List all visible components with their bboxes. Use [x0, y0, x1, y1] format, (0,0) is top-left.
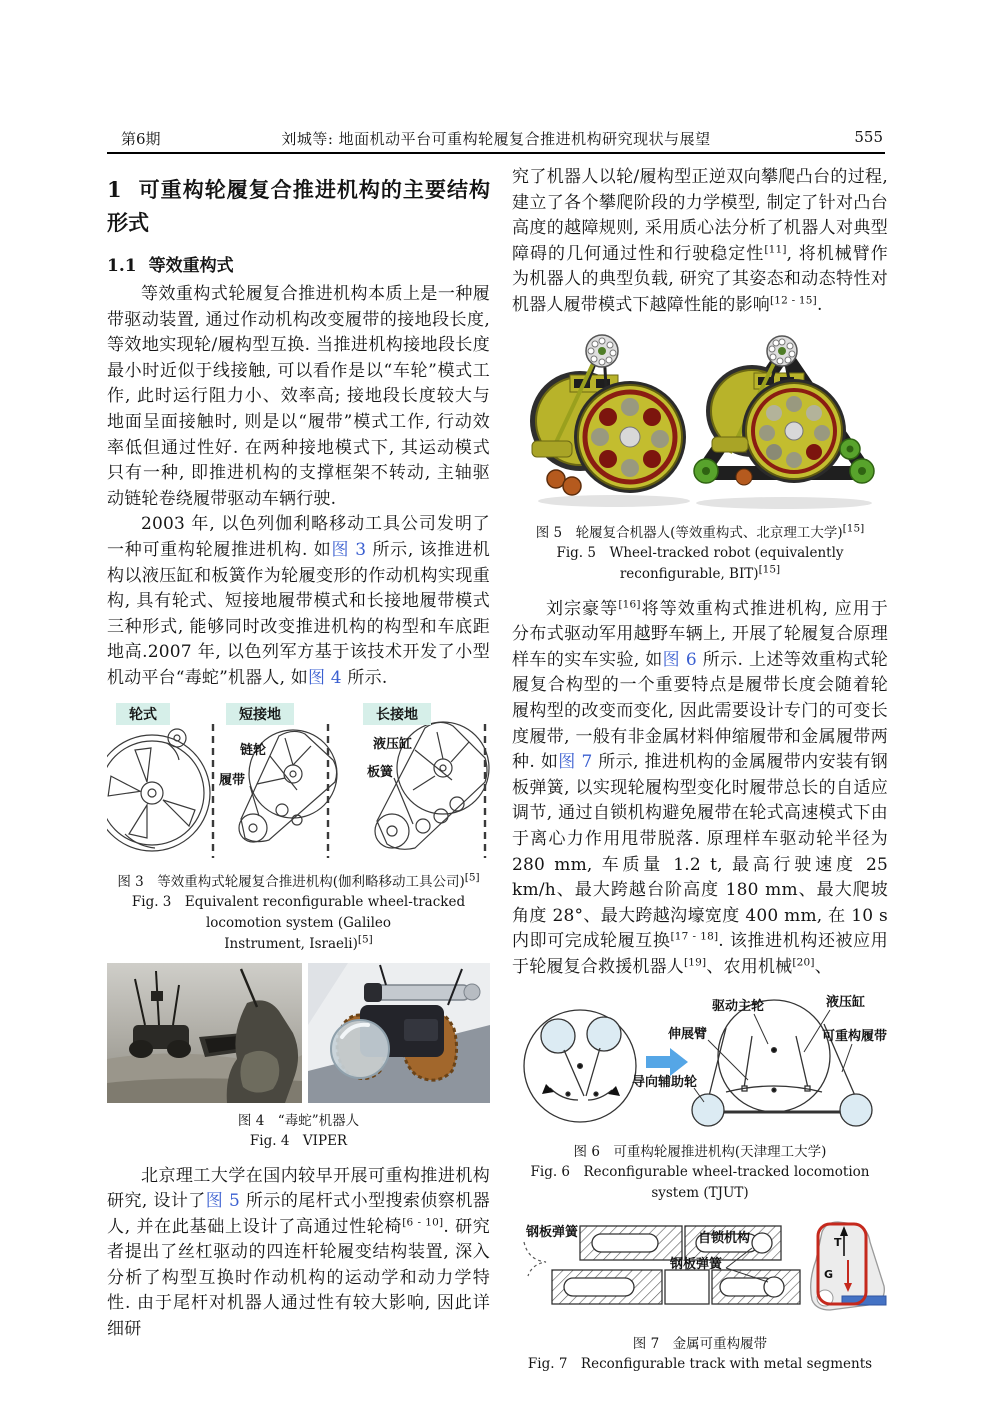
- figure-7-caption-en: [512, 1354, 888, 1375]
- paragraph-text: 、: [814, 956, 832, 977]
- paragraph-text: 究了机器人以轮/履构型正逆双向攀爬凸台的过程, 建立了各个攀爬阶段的力学模型, 制定了针对凸台高度的越障规则, 采用质心法分析了机器人对典型障碍的几何通过性和行驶稳定性: [512, 167, 888, 264]
- paragraph-text: 2003 年, 以色列伽利略移动工具公司发明了一种可重构轮履推进机构. 如: [107, 514, 490, 560]
- paragraph-text: 等效重构式轮履复合推进机构本质上是一种履带驱动装置, 通过作动机构改变履带的接地段长度, 等效地实现轮/履构型互换. 当推进机构接地段长度最小时近似于线接触, 可以看作是以“车轮”模式工作, 此时运行阻力小、效率高; 接地段长度较大与地面呈面接触时, 则是以“履带”模式工作, 行动效率低但通过性好. 在两种接地模式下, 其运动模式只有一种, 即推进机构的支撑框架不转动, 主轴驱动链轮卷绕履带驱动车辆行驶.: [107, 284, 490, 509]
- subsection-title: 等效重构式: [148, 256, 234, 276]
- annotation-hydraulic-cylinder: 液压缸: [826, 995, 866, 1011]
- paragraph-text: .: [816, 294, 823, 315]
- annotation-self-locking: 自锁机构: [697, 1231, 750, 1247]
- caption-text: 图 6 可重构轮履推进机构(天津理工大学): [573, 1144, 827, 1161]
- figure-5-caption-en: [512, 543, 888, 585]
- annotation-leaf-spring: 板簧: [367, 764, 394, 780]
- caption-text: Instrument, Israeli): [224, 935, 358, 952]
- figure-6-diagram: [512, 992, 888, 1134]
- paragraph: [512, 597, 888, 981]
- citation-15: [15]: [758, 563, 781, 576]
- header-rule: [107, 152, 885, 154]
- figure-7: [512, 1212, 888, 1375]
- figure-6: [512, 992, 888, 1204]
- caption-text: 图 4 “毒蛇”机器人: [237, 1112, 360, 1129]
- figure-5-render: [512, 329, 888, 515]
- citation-12-15: [12 - 15]: [770, 294, 817, 307]
- paragraph-text: 、农用机械: [706, 956, 793, 977]
- citation-5: [5]: [357, 933, 373, 945]
- figure-7-reference[interactable]: 图 7: [558, 752, 593, 773]
- figure-4-caption-zh: [107, 1111, 490, 1131]
- viper-field-photo: [107, 963, 302, 1103]
- annotation-drive-main-wheel: 驱动主轮: [712, 999, 765, 1015]
- figure-5-caption-zh: [512, 523, 888, 543]
- subsection-heading: [107, 251, 490, 276]
- citation-20: [20]: [792, 956, 815, 969]
- paragraph-text: , 将机械臂作为机器人的典型负载, 研究了其姿态和动态特性对机器人履带模式下越障性能的影响: [512, 243, 888, 315]
- figure-4-caption-en: [107, 1131, 490, 1152]
- caption-text: Fig. 6 Reconfigurable wheel-tracked locomotion system (TJUT): [530, 1164, 870, 1202]
- annotation-guide-aux-wheel: 导向辅助轮: [632, 1075, 698, 1091]
- caption-text: Fig. 3 Equivalent reconfigurable wheel-tracked locomotion system (Galileo: [131, 893, 466, 931]
- section-number: 1: [107, 177, 122, 202]
- paragraph-text: 将等效重构式推进机构, 应用于分布式驱动军用越野车辆上, 开展了轮履复合原理样车的实车实验, 如: [512, 598, 888, 670]
- paragraph-text: 所示. 上述等效重构式轮履复合构型的一个重要特点是履带长度会随着轮履构型的改变而变化, 因此需要设计专门的可变长度履带, 一般有非金属材料伸缩履带和金属履带两种. 如: [512, 649, 888, 773]
- citation-19: [19]: [684, 956, 707, 969]
- figure-5-reference[interactable]: 图 5: [205, 1191, 241, 1212]
- panel-label-short-contact: 短接地: [239, 706, 281, 723]
- panel-label-wheel: 轮式: [129, 706, 157, 723]
- figure-7-caption-zh: [512, 1334, 888, 1354]
- figure-3-caption-en: [107, 892, 490, 955]
- figure-4-reference[interactable]: 图 4: [308, 667, 342, 688]
- citation-16: [16]: [618, 597, 641, 610]
- figure-4-photos: [107, 963, 490, 1103]
- paragraph-text: . 该推进机构还被应用于轮履复合救援机器人: [512, 931, 888, 977]
- paragraph-text: 刘宗豪等: [546, 598, 619, 619]
- figure-6-caption-zh: [512, 1142, 888, 1162]
- figure-3-reference[interactable]: 图 3: [331, 539, 367, 560]
- figure-7-diagram: [512, 1212, 888, 1326]
- caption-text: 图 5 轮履复合机器人(等效重构式、北京理工大学): [535, 524, 843, 541]
- citation-17-18: [17 - 18]: [670, 930, 719, 943]
- left-column: [107, 165, 490, 1343]
- paragraph-text: 所示, 该推进机构以液压缸和板簧作为轮履变形的作动机构实现重构, 具有轮式、短接地履带模式和长接地履带模式三种形式, 能够同时改变推进机构的构型和车底距地高.2007 年, 以色列军方基于该技术开发了小型机动平台“毒蛇”机器人, 如: [107, 539, 490, 688]
- paragraph: [512, 165, 888, 319]
- paragraph-text: . 研究者提出了丝杠驱动的四连杆轮履变结构装置, 深入分析了构型互换时作动机构的运动学和动力学特性. 由于尾杆对机器人通过性有较大影响, 因此详细研: [107, 1216, 491, 1340]
- caption-text: 图 7 金属可重构履带: [632, 1336, 768, 1353]
- figure-5: [512, 329, 888, 585]
- annotation-sprocket: 链轮: [240, 742, 267, 758]
- citation-11: [11]: [764, 243, 787, 256]
- section-title: 可重构轮履复合推进机构的主要结构形式: [107, 177, 490, 235]
- transform-arrow: [646, 1048, 688, 1076]
- citation-6-10: [6 - 10]: [402, 1216, 444, 1229]
- caption-text: Fig. 4 VIPER: [249, 1132, 348, 1149]
- paragraph: [107, 512, 490, 691]
- caption-text: 图 3 等效重构式轮履复合推进机构(伽利略移动工具公司): [117, 873, 465, 890]
- annotation-leaf-spring-2: 钢板弹簧: [670, 1257, 723, 1273]
- page-number: 555: [854, 128, 883, 146]
- paragraph: [107, 282, 490, 512]
- panel-label-long-contact: 长接地: [376, 706, 418, 723]
- page-header: [107, 128, 885, 150]
- annotation-leaf-spring-1: 钢板弹簧: [526, 1225, 579, 1241]
- annotation-hydraulic-cylinder: 液压缸: [373, 736, 413, 752]
- viper-studio-photo: [308, 963, 490, 1103]
- right-column: [512, 165, 888, 1375]
- caption-text: Fig. 7 Reconfigurable track with metal segments: [527, 1356, 873, 1373]
- annotation-reconfigurable-track: 可重构履带: [822, 1029, 888, 1045]
- paragraph: [107, 1164, 490, 1343]
- running-title: 刘城等: 地面机动平台可重构轮履复合推进机构研究现状与展望: [281, 130, 711, 148]
- figure-3-drawing: [107, 698, 490, 864]
- figure-3-caption-zh: [107, 872, 490, 892]
- figure-6-reference[interactable]: 图 6: [662, 649, 697, 670]
- citation-15: [15]: [842, 522, 865, 535]
- caption-text: Fig. 5 Wheel-tracked robot (equivalently reconfigurable, BIT): [556, 544, 844, 582]
- force-label-g: G: [824, 1268, 834, 1282]
- paragraph-text: 所示的尾杆式小型搜索侦察机器人, 并在此基础上设计了高通过性轮椅: [107, 1191, 490, 1237]
- journal-issue: 第6期: [121, 130, 161, 148]
- force-label-t: T: [834, 1236, 842, 1250]
- paragraph-text: 所示, 推进机构的金属履带内安装有钢板弹簧, 以实现轮履构型变化时履带总长的自适应调节, 通过自锁机构避免履带在轮式高速模式下由于离心力作用甩带脱落. 原理样车驱动轮半径为 280 mm, 车质量 1.2 t, 最高行驶速度 25 km/h、最大跨越台阶高度 180 mm、最大爬坡角度 28°、最大跨越沟壕宽度 400 mm, 在 10 s 内即可完成轮履互换: [512, 752, 888, 952]
- paragraph-text: 所示.: [341, 667, 388, 688]
- figure-6-caption-en: [512, 1162, 888, 1204]
- figure-3: [107, 698, 490, 955]
- section-heading: [107, 173, 490, 239]
- paragraph-text: 北京理工大学在国内较早开展可重构推进机构研究, 设计了: [107, 1165, 490, 1212]
- annotation-track: 履带: [219, 772, 246, 788]
- annotation-extension-arm: 伸展臂: [668, 1027, 708, 1043]
- citation-5: [5]: [464, 871, 480, 883]
- subsection-number: 1.1: [107, 256, 137, 276]
